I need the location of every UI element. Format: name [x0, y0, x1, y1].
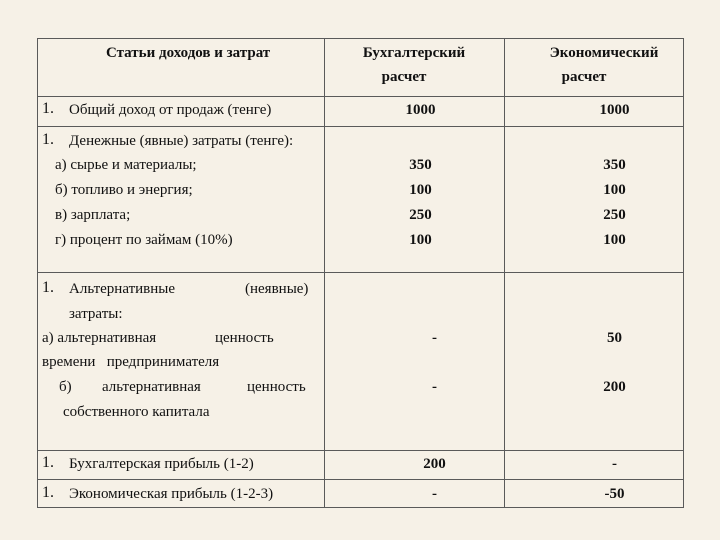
implicit-item-a-accounting-value: - — [432, 330, 437, 346]
header-accounting-line1: Бухгалтерский — [362, 45, 466, 61]
header-items-of-income-and-costs: Статьи доходов и затрат — [106, 45, 271, 61]
explicit-item-economic-value: 100 — [603, 232, 626, 248]
revenue-accounting-value: 1000 — [405, 102, 436, 118]
row-marker: 1. — [42, 100, 54, 117]
revenue-label: Общий доход от продаж (тенге) — [69, 102, 272, 118]
row-marker: 1. — [42, 279, 54, 296]
economic-profit-accounting-value: - — [432, 486, 437, 502]
explicit-item-economic-value: 250 — [603, 207, 626, 223]
accounting-profit-accounting-value: 200 — [423, 456, 446, 472]
economic-profit-economic-value: -50 — [604, 486, 625, 502]
implicit-item-a-economic-value: 50 — [607, 330, 622, 346]
explicit-item-label: в) зарплата; — [55, 207, 131, 223]
header-economic-line1: Экономический — [549, 45, 659, 61]
implicit-item-b-line2: собственного капитала — [63, 404, 210, 420]
implicit-item-a-word2: ценность — [215, 330, 274, 346]
row-marker: 1. — [42, 484, 54, 501]
row-divider — [38, 126, 683, 127]
accounting-profit-label: Бухгалтерская прибыль (1-2) — [69, 456, 254, 472]
explicit-item-label: б) топливо и энергия; — [55, 182, 193, 198]
row-divider — [38, 96, 683, 97]
implicit-costs-label-line2: затраты: — [69, 306, 123, 322]
explicit-item-accounting-value: 100 — [409, 232, 432, 248]
implicit-item-b-word2: ценность — [247, 379, 306, 395]
row-divider — [38, 479, 683, 480]
explicit-item-accounting-value: 250 — [409, 207, 432, 223]
explicit-costs-label: Денежные (явные) затраты (тенге): — [69, 133, 294, 149]
revenue-economic-value: 1000 — [599, 102, 630, 118]
row-marker: 1. — [42, 131, 54, 148]
implicit-costs-label-part2: (неявные) — [245, 281, 309, 297]
row-divider — [38, 272, 683, 273]
implicit-item-b-word1: альтернативная — [102, 379, 201, 395]
explicit-item-economic-value: 100 — [603, 182, 626, 198]
header-accounting-line2: расчет — [381, 69, 427, 85]
implicit-item-b-marker: б) — [59, 379, 72, 395]
implicit-item-a-line2: времени предпринимателя — [42, 354, 220, 370]
explicit-item-label: г) процент по займам (10%) — [55, 232, 233, 248]
income-cost-table — [37, 38, 684, 508]
explicit-item-economic-value: 350 — [603, 157, 626, 173]
implicit-item-a-word1: а) альтернативная — [42, 330, 157, 346]
explicit-item-label: а) сырье и материалы; — [55, 157, 197, 173]
economic-profit-label: Экономическая прибыль (1-2-3) — [69, 486, 274, 502]
row-divider — [38, 450, 683, 451]
row-marker: 1. — [42, 454, 54, 471]
explicit-item-accounting-value: 350 — [409, 157, 432, 173]
implicit-costs-label-part1: Альтернативные — [69, 281, 176, 297]
implicit-item-b-accounting-value: - — [432, 379, 437, 395]
header-economic-line2: расчет — [561, 69, 607, 85]
implicit-item-b-economic-value: 200 — [603, 379, 626, 395]
explicit-item-accounting-value: 100 — [409, 182, 432, 198]
accounting-profit-economic-value: - — [612, 456, 617, 472]
